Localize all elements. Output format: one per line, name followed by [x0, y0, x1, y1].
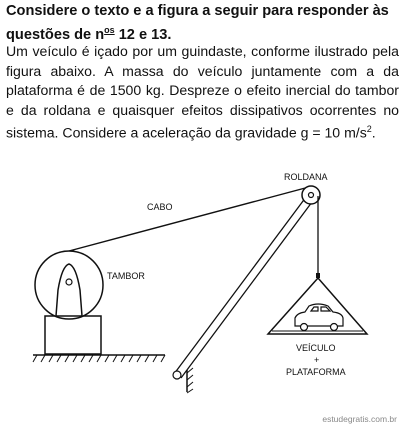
label-plataforma: PLATAFORMA [286, 367, 346, 377]
problem-end: . [371, 125, 376, 142]
exponent: 2 [366, 124, 372, 135]
heading-number-abbrev: os [104, 25, 115, 35]
ground-hatching-left [33, 355, 165, 362]
label-tambor: TAMBOR [107, 271, 145, 281]
site-watermark: estudegratis.com.br [322, 414, 397, 424]
boom-edge-a [174, 193, 309, 374]
problem-text: Um veículo é içado por um guindaste, conforme ilustrado pela figura abaixo. A massa do veículo juntamente com a da plataforma é de 1500 kg. Despreze o efeito inercial do tambor e da roldana e quaisquer efeitos dissipativos ocorrentes no sistema. Considere a aceleração da gravidade g = 10 m/s [6, 43, 399, 142]
drum-base [45, 316, 101, 354]
label-cabo: CABO [147, 202, 173, 212]
label-veiculo: VEÍCULO [296, 343, 336, 353]
drum-axle [66, 279, 72, 285]
pulley-axle [309, 193, 314, 198]
label-plus: + [314, 355, 320, 365]
label-roldana: ROLDANA [284, 172, 328, 182]
crane-figure [0, 160, 405, 400]
ground-hatching-right [187, 368, 193, 393]
heading-question-numbers: 12 e 13. [114, 26, 172, 43]
boom-edge-b [181, 198, 315, 378]
boom-pivot [173, 371, 181, 379]
problem-statement [6, 42, 399, 144]
heading-text: Considere o texto e a figura a seguir para responder às questões de n [6, 3, 389, 43]
question-heading [6, 2, 398, 45]
